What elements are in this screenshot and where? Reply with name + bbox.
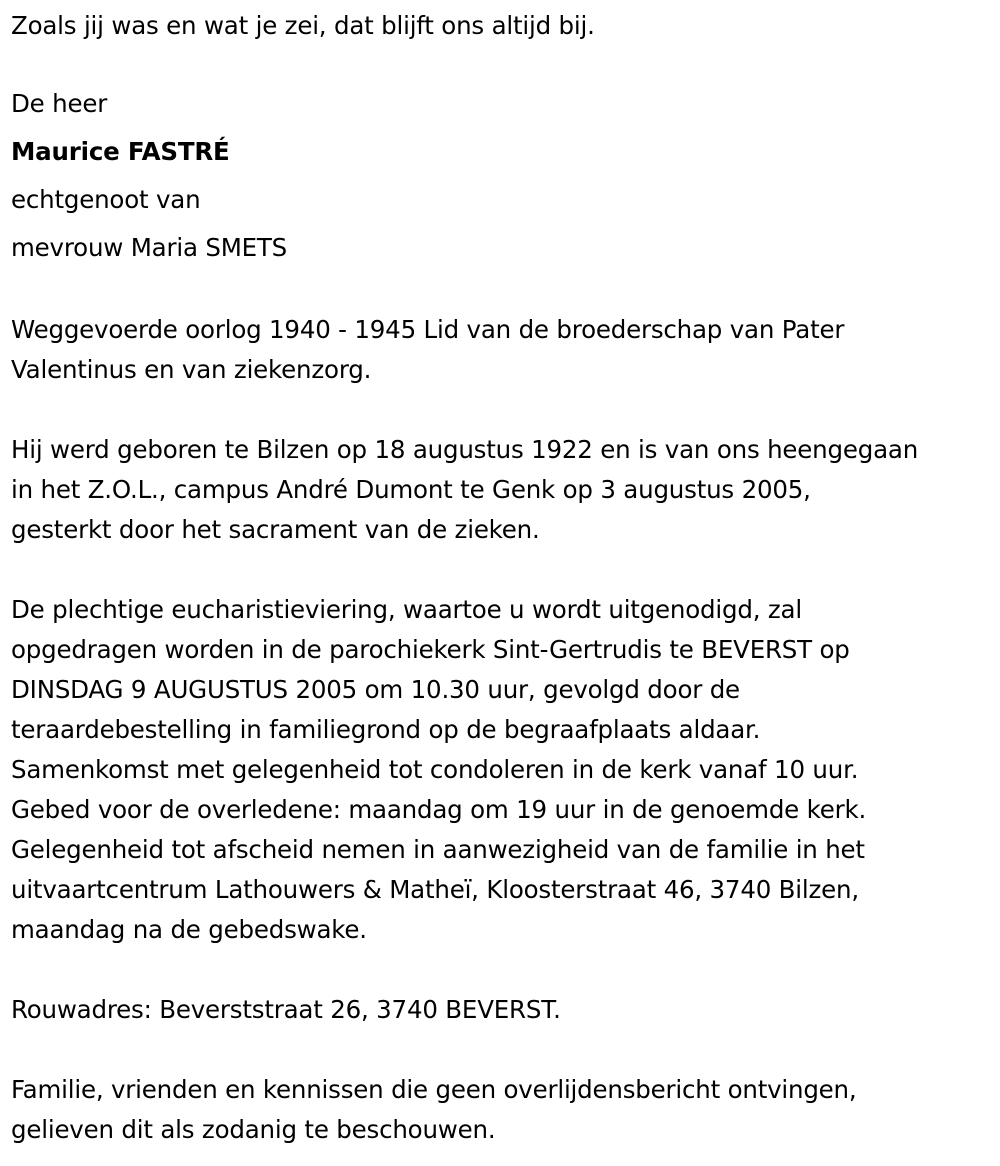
closing-line: Familie, vrienden en kennissen die geen overlijdensbericht ontvingen, [11, 1075, 857, 1104]
deceased-name: Maurice FASTRÉ [11, 137, 230, 166]
relation: echtgenoot van [11, 185, 201, 214]
title-prefix: De heer [11, 89, 108, 118]
ceremony-line: maandag na de gebedswake. [11, 915, 367, 944]
birth-death-line: Hij werd geboren te Bilzen op 18 augustus 1922 en is van ons heengegaan [11, 435, 919, 464]
birth-death-paragraph [11, 430, 996, 550]
ceremony-line: opgedragen worden in de parochiekerk Sint-Gertrudis te BEVERST op [11, 635, 850, 664]
ceremony-line: De plechtige eucharistieviering, waartoe u wordt uitgenodigd, zal [11, 595, 802, 624]
motto: Zoals jij was en wat je zei, dat blijft ons altijd bij. [11, 11, 595, 40]
closing-paragraph [11, 1070, 996, 1150]
ceremony-line: uitvaartcentrum Lathouwers & Matheï, Kloosterstraat 46, 3740 Bilzen, [11, 875, 859, 904]
ceremony-paragraph [11, 590, 996, 950]
closing-line: gelieven dit als zodanig te beschouwen. [11, 1115, 496, 1144]
name-block [11, 80, 996, 272]
ceremony-line: Gelegenheid tot afscheid nemen in aanwezigheid van de familie in het [11, 835, 865, 864]
mourning-address: Rouwadres: Beverststraat 26, 3740 BEVERST. [11, 995, 561, 1024]
address-paragraph [11, 990, 996, 1030]
biography-line: Valentinus en van ziekenzorg. [11, 355, 372, 384]
ceremony-line: Samenkomst met gelegenheid tot condoleren in de kerk vanaf 10 uur. [11, 755, 859, 784]
ceremony-line: Gebed voor de overledene: maandag om 19 uur in de genoemde kerk. [11, 795, 867, 824]
biography-line: Weggevoerde oorlog 1940 - 1945 Lid van de broederschap van Pater [11, 315, 845, 344]
birth-death-line: in het Z.O.L., campus André Dumont te Genk op 3 augustus 2005, [11, 475, 811, 504]
spouse-name: mevrouw Maria SMETS [11, 233, 288, 262]
biography-paragraph [11, 310, 996, 390]
obituary-document [11, 0, 996, 1150]
ceremony-line: teraardebestelling in familiegrond op de begraafplaats aldaar. [11, 715, 761, 744]
birth-death-line: gesterkt door het sacrament van de zieken. [11, 515, 540, 544]
ceremony-line: DINSDAG 9 AUGUSTUS 2005 om 10.30 uur, gevolgd door de [11, 675, 740, 704]
